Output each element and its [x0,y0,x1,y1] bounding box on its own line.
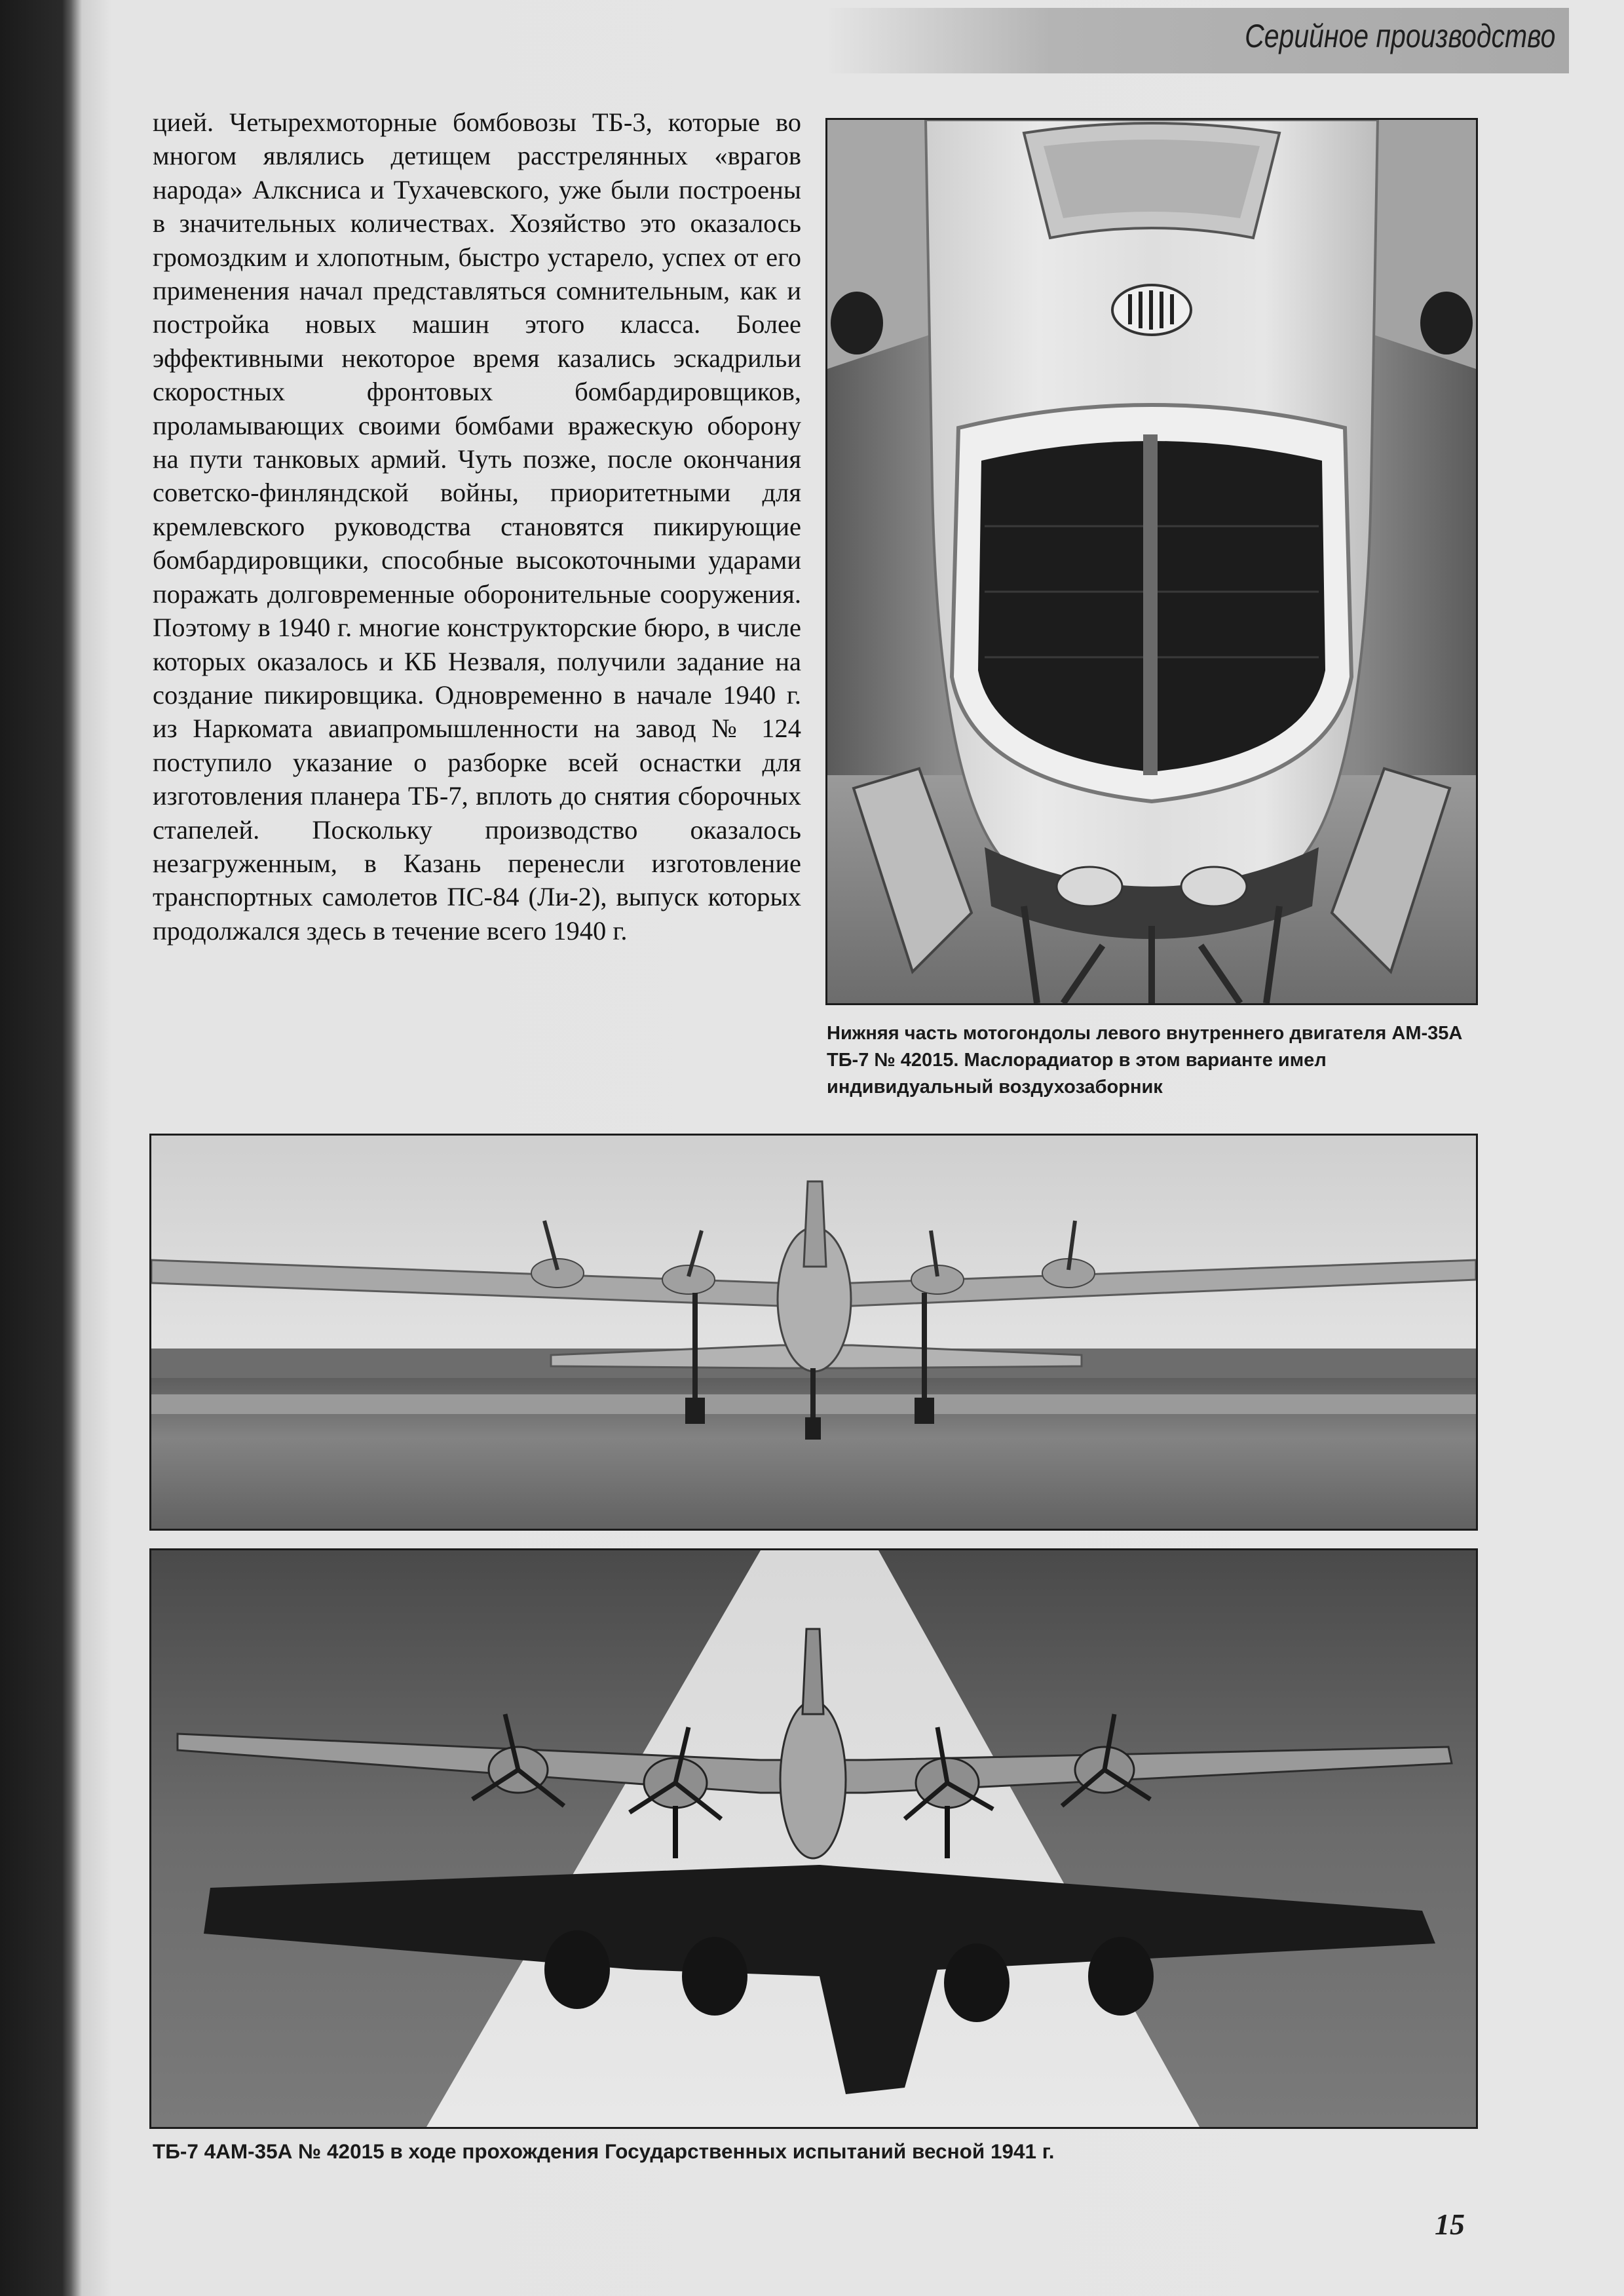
body-paragraph: цией. Четырехмоторные бомбовозы ТБ-3, которые во многом являлись детищем расстрелянных «врагов народа» Алксниса и Тухачевского, уже были построены в значительных количествах. Хозяйство это оказалось громоздким и хлопотным, быстро устарело, успех от его применения начал представляться сомнительным, как и постройка новых машин этого класса. Более эффективными некоторое время казались эскадрильи скоростных фронтовых бомбардировщиков, проламывающих своими бомбами вражескую оборону на пути танковых армий. Чуть позже, после окончания советско-финляндской войны, приоритетными для кремлевского руководства становятся пикирующие бомбардировщики, способные высокоточными ударами поражать долговременные оборонительные сооружения. Поэтому в 1940 г. многие конструкторские бюро, в числе которых оказалось и КБ Незваля, получили задание на создание пикировщика. Одновременно в начале 1940 г. из Наркомата авиапромышленности на завод № 124 поступило указание о разборке всей оснастки для изготовления планера ТБ-7, вплоть до снятия сборочных стапелей. Поскольку производство оказалось незагруженным, в Казань перенесли изготовление транспортных самолетов ПС-84 (Ли-2), выпуск которых продолжался здесь в течение всего 1940 г. [153,107,801,946]
runway-photo [149,1548,1478,2129]
section-title: Серийное производство [1244,18,1555,54]
figure-caption-1: Нижняя часть мотогондолы левого внутреннего двигателя АМ-35А ТБ-7 № 42015. Маслорадиатор в этом варианте имел индивидуальный воздухозаборник [827,1023,1463,1098]
rear-view-photo-image [151,1136,1476,1529]
nacelle-photo-image [827,120,1476,1003]
runway-photo-image [151,1550,1476,2127]
page-number: 15 [1435,2208,1465,2241]
nacelle-photo [825,118,1478,1005]
rear-view-photo [149,1134,1478,1531]
figure-caption-3: ТБ-7 4АМ-35А № 42015 в ходе прохождения Государственных испытаний весной 1941 г. [153,2139,1055,2163]
